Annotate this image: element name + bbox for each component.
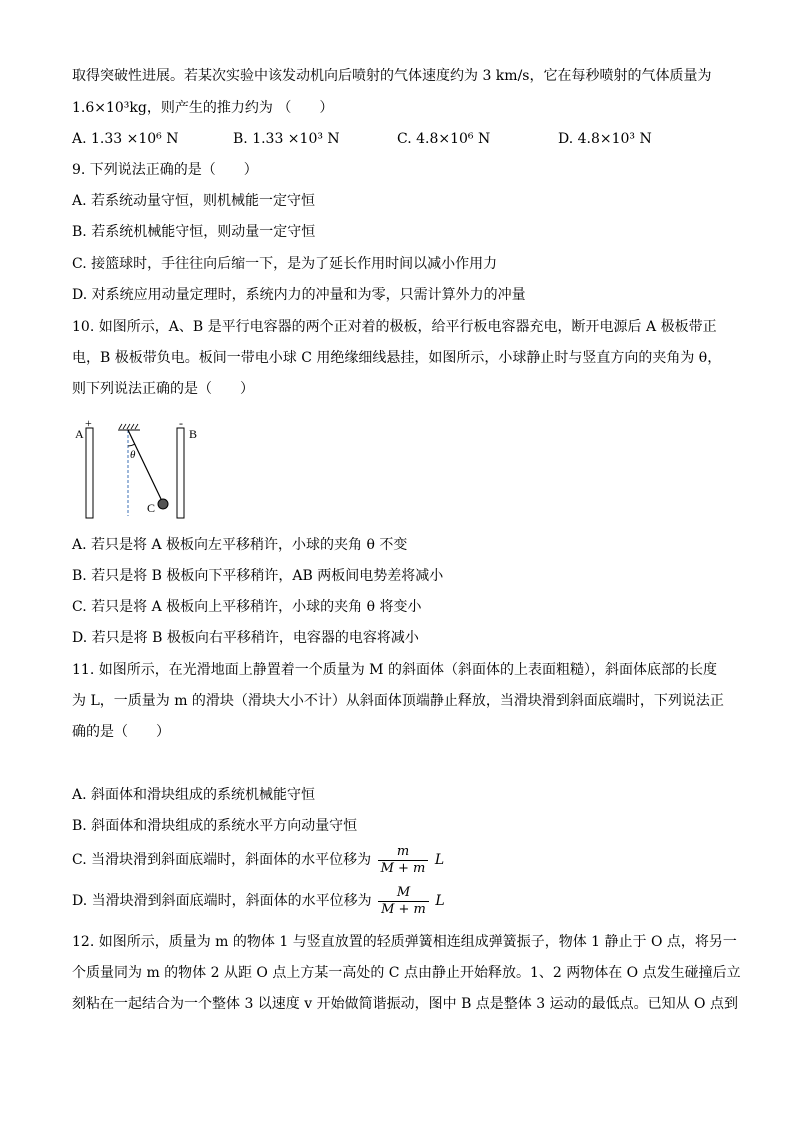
- q10-line-3: 则下列说法正确的是（ ）: [72, 381, 254, 397]
- q11-line-3: 确的是（ ）: [72, 724, 170, 740]
- q11-option-c-denominator: M + m: [378, 860, 429, 877]
- q12-line-2: 个质量同为 m 的物体 2 从距 O 点上方某一高处的 C 点由静止开始释放。1、2 两物体在 O 点发生碰撞后立: [72, 965, 741, 981]
- q9-option-d: D. 对系统应用动量定理时，系统内力的冲量和为零，只需计算外力的冲量: [72, 287, 526, 303]
- q11-option-d-tail: L: [435, 893, 445, 909]
- plate-b-minus: -: [179, 416, 183, 430]
- q10-line-1: 10. 如图所示，A、B 是平行电容器的两个正对着的极板，给平行板电容器充电，断开电源后 A 极板带正: [72, 319, 717, 335]
- plate-b-label: B: [189, 427, 198, 441]
- q11-option-c-numerator: m: [396, 843, 410, 859]
- q12-line-3: 刻粘在一起结合为一个整体 3 以速度 v 开始做简谐振动，图中 B 点是整体 3 运动的最低点。已知从 O 点到: [72, 996, 738, 1012]
- plate-a-label: A: [75, 427, 84, 441]
- q10-option-d: D. 若只是将 B 极板向右平移稍许，电容器的电容将减小: [72, 630, 419, 646]
- q10-line-2: 电，B 极板带负电。板间一带电小球 C 用绝缘细线悬挂，如图所示，小球静止时与竖直方向的夹角为 θ，: [72, 350, 722, 366]
- q11-option-a: A. 斜面体和滑块组成的系统机械能守恒: [72, 787, 316, 803]
- q11-option-d-denominator: M + m: [378, 901, 429, 918]
- q8-line-1: 取得突破性进展。若某次实验中该发动机向后喷射的气体速度约为 3 km/s，它在每秒喷射的气体质量为: [72, 68, 712, 84]
- q10-option-b: B. 若只是将 B 极板向下平移稍许，AB 两板间电势差将减小: [72, 568, 444, 584]
- q9-stem: 9. 下列说法正确的是（ ）: [72, 162, 258, 178]
- q11-line-2: 为 L，一质量为 m 的滑块（滑块大小不计）从斜面体顶端静止释放，当滑块滑到斜面底端时，下列说法正: [72, 693, 724, 709]
- q11-line-1: 11. 如图所示，在光滑地面上静置着一个质量为 M 的斜面体（斜面体的上表面粗糙），斜面体底部的长度: [72, 662, 717, 678]
- charged-ball: [158, 499, 168, 509]
- q10-option-a: A. 若只是将 A 极板向左平移稍许，小球的夹角 θ 不变: [72, 537, 408, 553]
- q11-option-d-numerator: M: [396, 884, 411, 900]
- q11-option-d: [72, 883, 722, 919]
- q8-choice-d: D. 4.8×10³ N: [558, 131, 652, 147]
- q8-choice-a: A. 1.33 ×10⁶ N: [72, 131, 179, 147]
- q12-line-1: 12. 如图所示，质量为 m 的物体 1 与竖直放置的轻质弹簧相连组成弹簧振子，物体 1 静止于 O 点，将另一: [72, 934, 737, 950]
- theta-label: θ: [130, 449, 136, 461]
- q10-option-c: C. 若只是将 A 极板向上平移稍许，小球的夹角 θ 将变小: [72, 599, 422, 615]
- plate-a-plus: +: [85, 416, 92, 430]
- q9-option-a: A. 若系统动量守恒，则机械能一定守恒: [72, 193, 316, 209]
- ball-c-label: C: [147, 501, 156, 515]
- theta-arc: [128, 444, 135, 446]
- q11-option-d-text: D. 当滑块滑到斜面底端时，斜面体的水平位移为: [72, 893, 372, 909]
- suspension-thread: [128, 430, 161, 499]
- q11-option-c-fraction: [378, 844, 429, 877]
- q9-option-c: C. 接篮球时，手往往向后缩一下，是为了延长作用时间以减小作用力: [72, 256, 498, 272]
- plate-b: [177, 428, 184, 518]
- plate-a: [86, 428, 93, 518]
- q8-line-2: 1.6×10³kg，则产生的推力约为 （ ）: [72, 100, 334, 116]
- q8-choice-b: B. 1.33 ×10³ N: [233, 131, 340, 147]
- ceiling-hatch-icon: [118, 424, 140, 430]
- q11-option-c-text: C. 当滑块滑到斜面底端时，斜面体的水平位移为: [72, 852, 372, 868]
- q11-option-b: B. 斜面体和滑块组成的系统水平方向动量守恒: [72, 818, 358, 834]
- q11-option-c: [72, 842, 722, 878]
- capacitor-figure: [72, 416, 212, 526]
- q9-option-b: B. 若系统机械能守恒，则动量一定守恒: [72, 224, 316, 240]
- q11-option-c-tail: L: [434, 852, 445, 868]
- q8-choice-c: C. 4.8×10⁶ N: [397, 131, 491, 147]
- q11-option-d-fraction: [378, 885, 429, 918]
